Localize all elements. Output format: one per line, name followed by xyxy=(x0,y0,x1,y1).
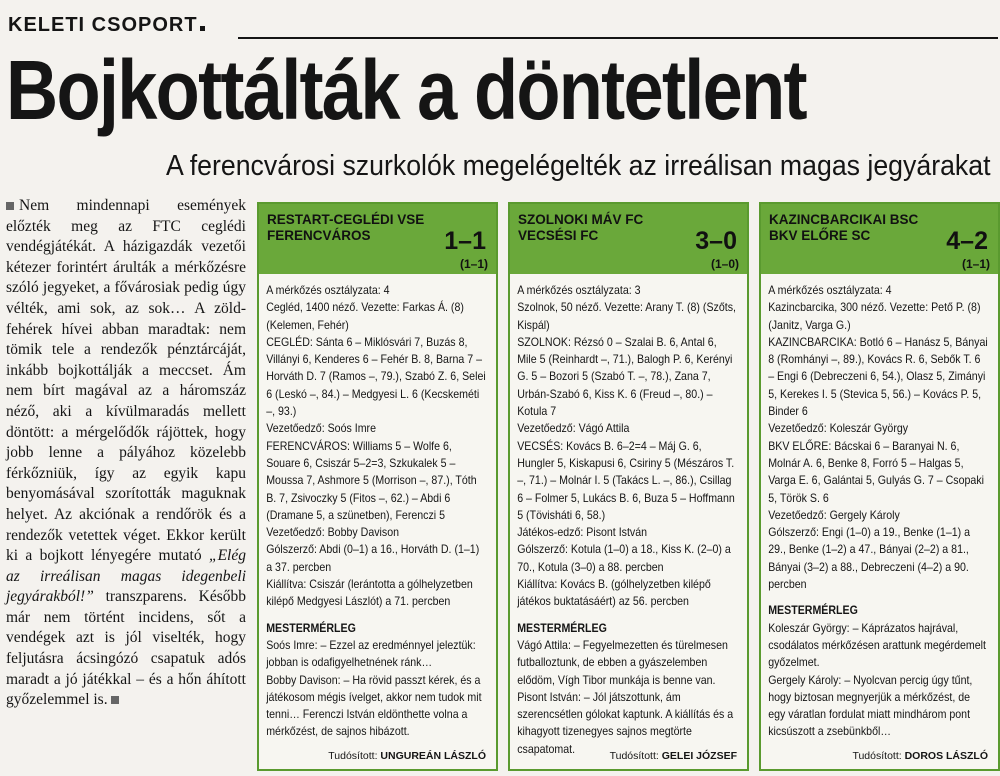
away-coach-comment: Bobby Davison: – Ha rövid passzt kérek, és a játékosom mégis ívelget, akkor nem tudok mit tenni… Ferenczi István eldönthette volna a mérkőzést, de sajnos hibázott. xyxy=(266,672,482,739)
venue-info: Cegléd, 1400 néző. Vezette: Farkas Á. (8) (Kelemen, Fehér) xyxy=(266,300,464,332)
sent-off: Kiállítva: Kovács B. (gólhelyzetben kilépő játékos buktatásáért) az 56. percben xyxy=(517,577,711,609)
home-lineup: KAZINCBARCIKA: Botló 6 – Hanász 5, Bányai 8 (Romhányi –, 89.), Kovács R. 6, Sebők T. 6 – Engi 6 (Debreczeni 6, 54.), Olasz 5, Zimányi 5, Kerekes I. 5 (Stevica 5, 56.) – Kovács P. 5, Binder 6 xyxy=(768,334,988,419)
article-text-end: transzparens. Később már nem történt incidens, sőt a vendégek azt is jól viselték, hogy feljutásra ácsingózó csapatuk adós maradt a jó játékkal – és a hőn áhított győzelemmel is. xyxy=(6,588,246,709)
home-team: KAZINCBARCIKAI BSC xyxy=(769,212,919,227)
away-team: FERENCVÁROS xyxy=(267,228,371,243)
credit-label: Tudósított: xyxy=(328,750,378,762)
article-quote: „Elég az irreálisan magas idegenbeli jegyárakból!” xyxy=(6,547,246,606)
home-coach-comment: Soós Imre: – Ezzel az eredménnyel jeleztük: jobban is odafigyelhetnének ránk… xyxy=(266,637,476,670)
away-coach-comment: Gergely Károly: – Nyolcvan percig úgy tűnt, hogy biztosan megnyerjük a mérkőzést, de egy váratlan fordulat miatt mindhárom pont kicsúszott a zsebünkből… xyxy=(768,672,973,739)
match-box-1 xyxy=(257,202,498,771)
away-coach: Vezetőedző: Gergely Károly xyxy=(768,507,900,522)
match-header xyxy=(259,204,496,274)
final-score: 4–2 xyxy=(946,227,988,255)
paragraph-marker xyxy=(6,202,14,210)
final-score: 3–0 xyxy=(695,227,737,255)
headline: Bojkottálták a döntetlent xyxy=(6,43,806,137)
home-team: SZOLNOKI MÁV FC xyxy=(518,212,644,227)
home-coach-comment: Vágó Attila: – Fegyelmezetten és türelmesen futballoztunk, de ebben a gyászelemben elődöm, Vígh Tibor munkája is benne van. xyxy=(517,637,728,687)
away-coach: Játékos-edző: Pisont István xyxy=(517,525,648,540)
match-box-2 xyxy=(508,202,749,771)
credit-label: Tudósított: xyxy=(852,750,902,762)
halftime-score: (1–1) xyxy=(459,257,488,271)
end-marker xyxy=(111,696,119,704)
match-rating: A mérkőzés osztályzata: 4 xyxy=(266,283,390,297)
venue-info: Kazincbarcika, 300 néző. Vezette: Pető P. (8) (Janitz, Varga G.) xyxy=(768,300,981,332)
reporter-credit xyxy=(852,750,988,762)
match-rating: A mérkőzés osztályzata: 4 xyxy=(768,283,892,297)
article-text: Nem mindennapi események előzték meg az FTC ceglédi vendégjátékát. A házigazdák vezetői kétezer forintért árulták a mérkőzésre szóló jegyeket, a fővárosiak pedig úgy vélték, ami sok, az sok… A zöld-fehérek hívei abban maradtak: nem tömik tele a rendezők pénztárcáját, inkább bojkottálják a meccset. Ám nem bírt magával az a háromszáz néző, aki a kívülmaradás mellett döntött: a mérgelődők rájöttek, hogy jobb lenne a pályához közelebb férkőzniük, így az egyik kapu benyomásával szorították maguknak helyet. Az akciónak a rendőrök és a rendezők vetettek véget. Ekkor került ki a bojkott lényegére mutató xyxy=(6,197,246,565)
home-coach-comment: Koleszár György: – Káprázatos hajrával, csodálatos mérkőzésen arattunk megérdemelt győzelmet. xyxy=(768,620,986,670)
sent-off: Kiállítva: Csiszár (lerántotta a gólhelyzetben kilépő Medgyesi Lászlót) a 71. percben xyxy=(266,577,473,609)
reporter-name: UNGUREÁN LÁSZLÓ xyxy=(380,750,486,762)
match-details xyxy=(510,274,744,758)
halftime-score: (1–1) xyxy=(961,257,990,271)
reporter-name: GELEI JÓZSEF xyxy=(661,750,737,762)
kicker-dot xyxy=(200,26,205,31)
coach-comments-title: MESTERMÉRLEG xyxy=(517,620,607,635)
away-lineup: BKV ELŐRE: Bácskai 6 – Baranyai N. 6, Molnár A. 6, Benke 8, Forró 5 – Halgas 5, Varga E. 6, Galántai 5, Gulyás G. 7 – Csopaki 5, Török S. 6 xyxy=(768,438,985,505)
match-details xyxy=(761,274,995,741)
match-rating: A mérkőzés osztályzata: 3 xyxy=(517,283,641,297)
goalscorers: Gólszerző: Kotula (1–0) a 18., Kiss K. (2–0) a 70., Kotula (3–0) a 88. percben xyxy=(517,542,731,574)
home-coach: Vezetőedző: Soós Imre xyxy=(266,421,376,436)
home-coach: Vezetőedző: Koleszár György xyxy=(768,421,909,436)
reporter-credit xyxy=(610,750,737,762)
home-lineup: CEGLÉD: Sánta 6 – Miklósvári 7, Buzás 8, Villányi 6, Kenderes 6 – Fehér B. 8, Barna 7 – Horváth D. 7 (Ramos –, 79.), Szabó Z. 6, Selei 6 (Leskó –, 84.) – Medgyesi L. 6 (Kecskeméti –, 93.) xyxy=(266,334,486,419)
goalscorers: Gólszerző: Engi (1–0) a 19., Benke (1–1) a 29., Benke (1–2) a 47., Bányai (2–2) a 81., Bányai (3–2) a 88., Debreczeni (4–2) a 90. percben xyxy=(768,525,971,592)
away-coach-comment: Pisont István: – Jól játszottunk, ám szerencsétlen gólokat kaptunk. A kiállítás és a kihagyott tizenegyes sajnos megtörte csapatomat. xyxy=(517,689,734,756)
away-lineup: FERENCVÁROS: Williams 5 – Wolfe 6, Souare 6, Csiszár 5–2=3, Szkukalek 5 – Moussa 7, Ashmore 5 (Morrison –, 87.), Tóth B. 7, Zsivoczky 5 (Fitos –, 62.) – Abdi 6 (Dramane 5, a szünetben), Ferenczi 5 xyxy=(266,438,477,522)
match-header xyxy=(510,204,747,274)
kicker-rule xyxy=(238,37,998,39)
section-kicker xyxy=(8,14,205,37)
coach-comments-title: MESTERMÉRLEG xyxy=(266,620,356,635)
article-paragraph xyxy=(6,196,246,711)
home-team: RESTART-CEGLÉDI VSE xyxy=(267,212,425,227)
away-coach: Vezetőedző: Bobby Davison xyxy=(266,525,400,540)
final-score: 1–1 xyxy=(444,227,486,255)
halftime-score: (1–0) xyxy=(710,257,739,271)
match-box-3 xyxy=(759,202,1000,771)
credit-label: Tudósított: xyxy=(609,750,659,762)
away-team: BKV ELŐRE SC xyxy=(769,228,871,243)
reporter-name: DOROS LÁSZLÓ xyxy=(904,750,988,762)
home-coach: Vezetőedző: Vágó Attila xyxy=(517,421,630,436)
subheadline: A ferencvárosi szurkolók megelégelték az irreálisan magas jegyárakat xyxy=(166,150,991,182)
match-details xyxy=(259,274,493,741)
article-body xyxy=(6,196,246,711)
venue-info: Szolnok, 50 néző. Vezette: Arany T. (8) (Szőts, Kispál) xyxy=(517,300,736,332)
kicker-text: KELETI CSOPORT xyxy=(8,14,198,36)
reporter-credit xyxy=(328,750,486,762)
away-lineup: VECSÉS: Kovács B. 6–2=4 – Máj G. 6, Hungler 5, Kiskapusi 6, Csiriny 5 (Mészáros T. –, 71.) – Molnár I. 5 (Takács L. –, 86.), Csillag 6 – Folmer 5, Lukács B. 6, Buza 5 – Hoffmann 5 (Tövisháti 6, 58.) xyxy=(517,438,735,522)
home-lineup: SZOLNOK: Rézsó 0 – Szalai B. 6, Antal 6, Mile 5 (Reinhardt –, 71.), Balogh P. 6, Kerényi G. 5 – Bozori 5 (Szabó T. –, 78.), Zana 7, Urbán-Szabó 6, Kiss K. 6 (Freud –, 80.) – Kotula 7 xyxy=(517,334,733,419)
coach-comments-title: MESTERMÉRLEG xyxy=(768,603,858,618)
match-header xyxy=(761,204,998,274)
goalscorers: Gólszerző: Abdi (0–1) a 16., Horváth D. (1–1) a 37. percben xyxy=(266,542,480,574)
away-team: VECSÉSI FC xyxy=(518,228,599,243)
